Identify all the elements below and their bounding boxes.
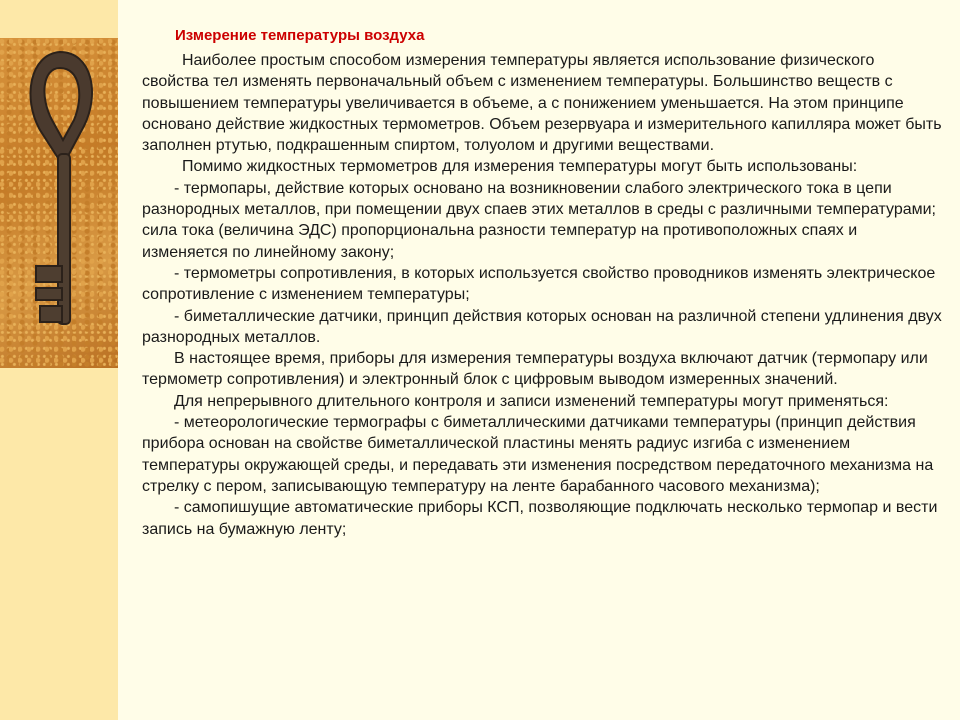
old-key-icon [0,38,118,368]
content-area [118,0,960,720]
paragraph-intro: Наиболее простым способом измерения температуры является использование физического свойства тел изменять первоначальный объем с изменением температуры. Большинство веществ с повышением температуры увеличивается в объеме, а с понижением уменьшается. На этом принципе основано действие жидкостных термометров. Объем резервуара и измерительного капилляра может быть заполнен ртутью, подкрашенным спиртом, толуолом и другими веществами. [142,52,942,155]
list-item-resistance-thermometers: - термометры сопротивления, в которых используется свойство проводников изменять электрическое сопротивление с изменением температуры; [142,264,936,304]
list-item-bimetallic-sensors: - биметаллические датчики, принцип действия которых основан на различной степени удлинения двух разнородных металлов. [142,307,942,346]
key-photo [0,38,118,368]
paragraph-other-thermometers: Помимо жидкостных термометров для измерения температуры могут быть использованы: [182,158,858,176]
paragraph-continuous-recording: Для непрерывного длительного контроля и записи изменений температуры могут применяться: [174,392,889,410]
paragraph-modern-devices: В настоящее время, приборы для измерения температуры воздуха включают датчик (термопару или термометр сопротивления) и электронный блок с цифровым выводом измеренных значений. [142,350,928,389]
body-text [142,50,942,540]
page-title: Измерение температуры воздуха [175,27,425,44]
list-item-thermocouples: - термопары, действие которых основано на возникновении слабого электрического тока в цепи разнородных металлов, при помещении двух спаев этих металлов в среды с различными температурами; сила тока (величина ЭДС) пропорциональна разности температур на противоположных спаях и изменяется по линейному закону; [142,179,936,261]
list-item-ksp-recorders: - самопишущие автоматические приборы КСП, позволяющие подключать несколько термопар и вести запись на бумажную ленту; [142,499,938,538]
left-decorative-strip [0,0,118,720]
list-item-thermographs: - метеорологические термографы с биметаллическими датчиками температуры (принцип действия прибора основан на свойстве биметаллической пластины менять радиус изгиба с изменением температуры окружающей среды, и передавать эти изменения посредством передаточного механизма на стрелку с пером, записывающую температуру на ленте барабанного часового механизма); [142,414,934,495]
